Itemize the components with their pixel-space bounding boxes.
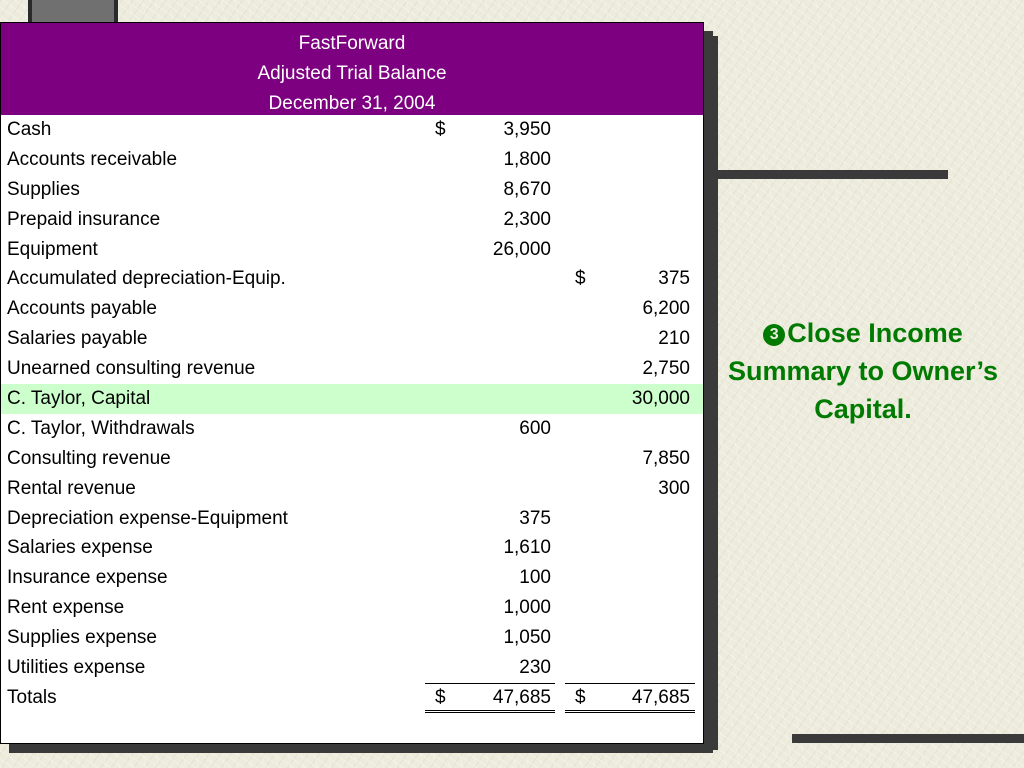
table-row	[1, 474, 703, 504]
debit-amount: 1,050	[503, 627, 551, 649]
credit-amount: 2,750	[642, 358, 690, 380]
debit-amount: 1,800	[503, 148, 551, 170]
table-row	[1, 444, 703, 474]
account-name: C. Taylor, Withdrawals	[7, 417, 195, 439]
account-name: Totals	[7, 686, 57, 708]
debit-amount: 3,950	[503, 119, 551, 140]
table-row	[1, 324, 703, 354]
account-name: Consulting revenue	[7, 447, 171, 469]
step-callout	[724, 314, 1002, 428]
account-name: Unearned consulting revenue	[7, 358, 256, 380]
account-name: Equipment	[7, 238, 98, 260]
table-row	[1, 354, 703, 384]
table-row	[1, 175, 703, 205]
debit-amount: 230	[519, 657, 551, 679]
decorative-vertical-bar	[710, 36, 718, 750]
account-name: Depreciation expense-Equipment	[7, 507, 288, 529]
table-row	[1, 533, 703, 563]
credit-currency: $	[575, 268, 586, 290]
table-row	[1, 115, 703, 145]
account-name: Insurance expense	[7, 567, 168, 589]
company-name: FastForward	[298, 33, 406, 54]
table-header	[1, 23, 703, 115]
account-name: Accumulated depreciation-Equip.	[7, 268, 286, 290]
table-row	[1, 593, 703, 623]
credit-amount: 47,685	[631, 686, 690, 708]
debit-amount: 47,685	[492, 686, 551, 708]
account-name: Accounts payable	[7, 298, 157, 320]
credit-amount: 6,200	[642, 298, 690, 320]
debit-amount: 26,000	[492, 238, 551, 260]
report-title: Adjusted Trial Balance	[257, 63, 447, 84]
credit-amount: 30,000	[631, 388, 690, 410]
debit-amount: 1,000	[503, 597, 551, 619]
account-name: Accounts receivable	[7, 148, 178, 170]
report-date: December 31, 2004	[268, 93, 436, 114]
debit-amount: 375	[519, 507, 551, 529]
table-row	[1, 414, 703, 444]
debit-amount: 1,610	[503, 537, 551, 559]
table-row	[1, 294, 703, 324]
account-name: Cash	[7, 119, 52, 140]
decorative-horizontal-bar-bottom	[792, 734, 1024, 743]
credit-amount: 7,850	[642, 447, 690, 469]
credit-amount: 300	[658, 477, 690, 499]
debit-currency: $	[435, 119, 446, 140]
totals-row	[1, 683, 703, 713]
table-row	[1, 384, 703, 414]
decorative-horizontal-bar-top	[712, 170, 948, 179]
step-number-icon: 3	[763, 324, 785, 346]
table-row	[1, 145, 703, 175]
account-name: Prepaid insurance	[7, 208, 161, 230]
account-name: Salaries payable	[7, 328, 148, 350]
debit-amount: 8,670	[503, 178, 551, 200]
account-name: Rental revenue	[7, 477, 136, 499]
total-double-rule	[425, 710, 555, 713]
subtotal-rule	[565, 683, 695, 684]
step-description: Close Income Summary to Owner’s Capital.	[727, 318, 999, 424]
account-name: Salaries expense	[7, 537, 153, 559]
table-row	[1, 623, 703, 653]
debit-currency: $	[435, 686, 446, 708]
credit-currency: $	[575, 686, 586, 708]
table-row	[1, 653, 703, 683]
table-row	[1, 504, 703, 534]
table-row	[1, 563, 703, 593]
account-name: Utilities expense	[7, 657, 146, 679]
subtotal-rule	[425, 683, 555, 684]
account-name: Supplies	[7, 178, 80, 200]
trial-balance-table	[0, 22, 704, 744]
debit-amount: 100	[519, 567, 551, 589]
credit-amount: 375	[658, 268, 690, 290]
table-body	[1, 115, 703, 713]
total-double-rule	[565, 710, 695, 713]
table-row	[1, 235, 703, 265]
debit-amount: 600	[519, 417, 551, 439]
debit-amount: 2,300	[503, 208, 551, 230]
table-row	[1, 264, 703, 294]
account-name: Supplies expense	[7, 627, 157, 649]
table-row	[1, 205, 703, 235]
account-name: Rent expense	[7, 597, 125, 619]
account-name: C. Taylor, Capital	[7, 388, 151, 410]
decorative-top-square	[28, 0, 118, 22]
credit-amount: 210	[658, 328, 690, 350]
